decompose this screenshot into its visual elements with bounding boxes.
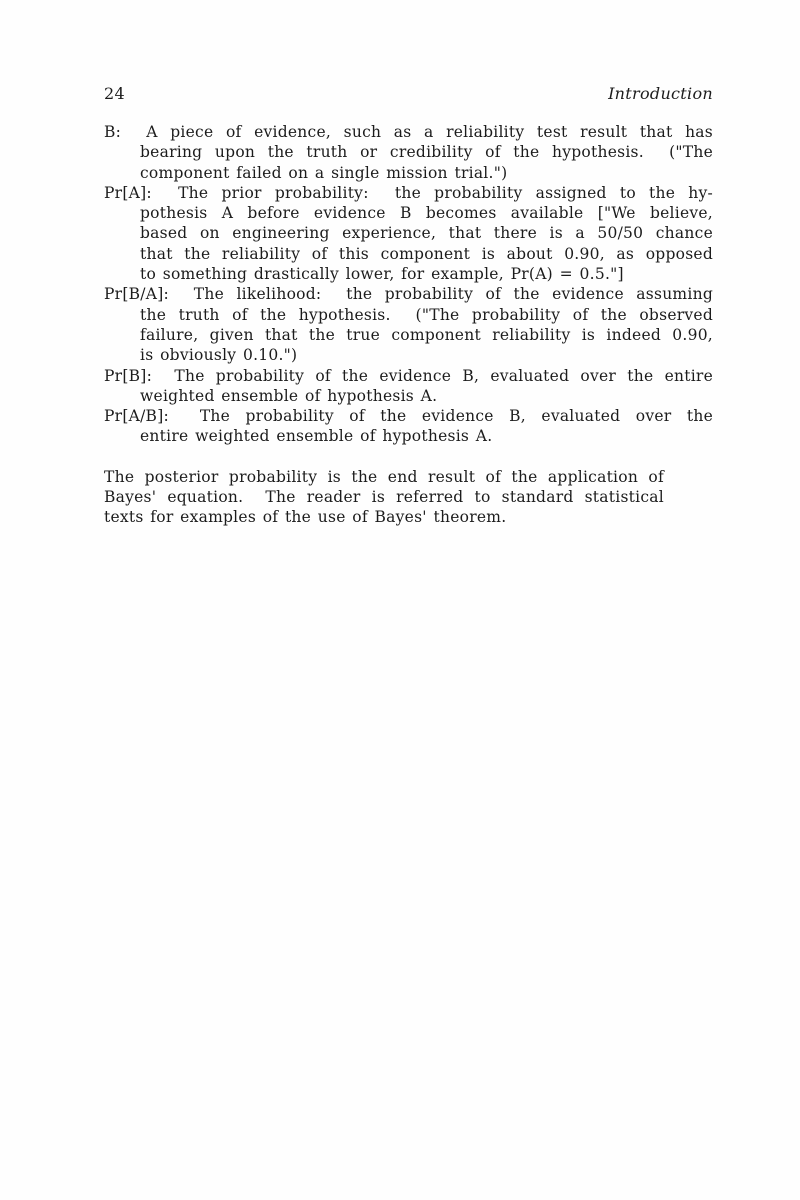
paragraph-line: The posterior probability is the end result of the application of xyxy=(104,467,664,486)
definition-line: Pr[A]: The prior probability: the probability assigned to the hy- xyxy=(104,183,713,202)
page-content xyxy=(104,84,713,528)
definition-line: bearing upon the truth or credibility of the hypothesis. ("The xyxy=(140,143,713,162)
definition-line: entire weighted ensemble of hypothesis A. xyxy=(140,427,493,446)
definition-line: Pr[B/A]: The likelihood: the probability of the evidence assuming xyxy=(104,285,713,304)
definition-line: based on engineering experience, that there is a 50/50 chance xyxy=(140,224,713,243)
paragraph-line: Bayes' equation. The reader is referred to standard statistical xyxy=(104,488,664,507)
definition-line: failure, given that the true component reliability is indeed 0.90, xyxy=(140,325,713,344)
definition-entry xyxy=(104,122,713,183)
definition-line: B: A piece of evidence, such as a reliability test result that has xyxy=(104,123,713,141)
definition-line: Pr[B]: The probability of the evidence B, evaluated over the entire xyxy=(104,366,713,385)
definition-entry xyxy=(104,183,713,284)
definition-line: weighted ensemble of hypothesis A. xyxy=(140,386,438,405)
definition-entry xyxy=(104,284,713,365)
definition-line: is obviously 0.10.") xyxy=(140,346,298,365)
definition-line: pothesis A before evidence B becomes available ["We believe, xyxy=(140,204,713,223)
running-title: Introduction xyxy=(608,84,713,103)
definition-line: the truth of the hypothesis. ("The probability of the observed xyxy=(140,305,713,324)
definition-entry xyxy=(104,406,713,447)
paragraph-line: texts for examples of the use of Bayes' theorem. xyxy=(104,508,507,527)
definition-line: component failed on a single mission trial.") xyxy=(140,163,508,182)
definitions-list xyxy=(104,122,713,447)
definition-entry xyxy=(104,366,713,407)
page-number: 24 xyxy=(104,84,125,103)
definition-line: Pr[A/B]: The probability of the evidence B, evaluated over the xyxy=(104,407,713,426)
definition-line: that the reliability of this component is about 0.90, as opposed xyxy=(140,244,713,263)
definition-line: to something drastically lower, for example, Pr(A) = 0.5."] xyxy=(140,265,624,284)
closing-paragraph xyxy=(104,467,664,528)
running-head xyxy=(104,84,713,104)
